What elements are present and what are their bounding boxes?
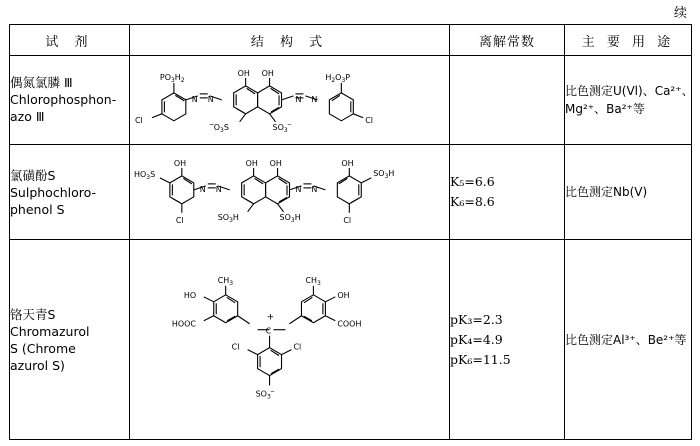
label-so3h-right: $SO_3H$	[279, 212, 301, 224]
header-use: 主 要 用 途	[565, 25, 692, 56]
table-row	[10, 240, 692, 439]
structure-cell	[130, 56, 450, 145]
label-cl-right: Cl	[343, 215, 352, 225]
dissociation-constant-cell	[450, 240, 565, 439]
use-line: 比色测定Al³⁺、Be²⁺等	[565, 332, 687, 347]
reagents-table	[9, 24, 692, 440]
label-so3-left: $‾O_3S$	[209, 122, 229, 134]
label-cooh: COOH	[337, 320, 362, 330]
structure-cell	[130, 240, 450, 439]
dissociation-constant-cell	[450, 56, 565, 145]
use-line: 比色测定Nb(V)	[565, 185, 648, 200]
label-oh-2: OH	[269, 158, 282, 168]
label-n-3: N	[295, 184, 302, 194]
label-so3-right: $SO_3‾$	[272, 122, 292, 134]
label-cl-left: Cl	[231, 343, 240, 353]
header-constant: 离解常数	[450, 25, 565, 56]
reagent-line: S (Chrome	[10, 340, 76, 356]
reagent-name-cell	[10, 144, 130, 240]
reagent-name-cell	[10, 56, 130, 145]
chromazurol-s-structure	[130, 240, 449, 438]
chemical-structure-diagram	[130, 56, 449, 144]
label-cl-left: Cl	[175, 215, 184, 225]
reagent-name-cell	[10, 240, 130, 439]
reagent-line: phenol S	[10, 201, 65, 217]
label-oh-1: OH	[237, 68, 250, 78]
label-n-4: N	[311, 184, 318, 194]
label-n-2: N	[207, 94, 214, 104]
label-oh-left: OH	[173, 158, 187, 168]
constant-line: pK₃=2.3	[450, 311, 503, 327]
label-oh-2: OH	[261, 68, 274, 78]
label-cl-right: Cl	[365, 115, 374, 125]
label-central-carbon: C	[265, 327, 272, 337]
reagent-line: 氯磺酚S	[10, 167, 56, 183]
label-oh-1: OH	[245, 158, 258, 168]
table-row	[10, 56, 692, 145]
reagent-line: Chlorophosphon-	[10, 92, 117, 108]
constant-line: K₅=6.6	[450, 174, 495, 190]
sulphochlorophenol-s-structure	[130, 145, 449, 240]
use-cell	[565, 144, 692, 240]
reagent-line: Chromazurol	[10, 323, 90, 339]
reagent-line: 铬天青S	[10, 306, 56, 322]
table-row	[10, 144, 692, 240]
chlorophosphonazo-III-structure	[130, 56, 449, 144]
use-line: 比色测定U(Vl)、Ca²⁺、	[565, 83, 694, 98]
chemical-structure-diagram	[130, 240, 449, 438]
use-cell	[565, 240, 692, 439]
reagent-line: azurol S)	[10, 357, 65, 373]
dissociation-constant-cell	[450, 144, 565, 240]
constant-line: K₆=8.6	[450, 194, 495, 210]
label-po3h2: $PO_3H_2$	[159, 72, 185, 84]
header-reagent: 试 剂	[10, 25, 130, 56]
label-cl-left: Cl	[134, 115, 143, 125]
chemical-structure-diagram	[130, 145, 449, 240]
label-so3-minus: $SO_3‾$	[255, 389, 275, 401]
use-cell	[565, 56, 692, 145]
label-h2o3p: $H_2O_3P$	[325, 72, 351, 84]
continuation-label: 续	[673, 6, 688, 21]
constant-line: pK₆=11.5	[450, 351, 511, 367]
table-header-row	[10, 25, 692, 56]
label-n-1: N	[191, 94, 198, 104]
label-so3h-far: $SO_3H$	[373, 168, 395, 180]
reagent-line: 偶氮氯膦 Ⅲ	[10, 75, 73, 91]
label-cl-right: Cl	[293, 343, 302, 353]
label-n-2: N	[215, 184, 222, 194]
header-structure: 结 构 式	[130, 25, 450, 56]
reagent-line: Sulphochloro-	[10, 184, 97, 200]
use-line: Mg²⁺、Ba²⁺等	[565, 101, 645, 116]
constant-line: pK₄=4.9	[450, 331, 503, 347]
label-ho3s: $HO_3S$	[133, 169, 156, 181]
label-oh-right: OH	[341, 158, 354, 168]
label-oh-right: OH	[337, 291, 350, 301]
label-hooc: HOOC	[171, 320, 196, 330]
label-oh-left: HO	[183, 291, 197, 301]
label-n-4: N	[311, 94, 318, 104]
label-ch3-right: $CH_3$	[305, 276, 321, 288]
label-so3h-left: $SO_3H$	[217, 212, 239, 224]
structure-cell	[130, 144, 450, 240]
label-plus-charge: +	[266, 313, 275, 324]
label-n-3: N	[295, 94, 302, 104]
label-ch3-left: $CH_3$	[217, 276, 234, 288]
label-n-1: N	[199, 184, 206, 194]
reagent-line: azo Ⅲ	[10, 109, 45, 125]
